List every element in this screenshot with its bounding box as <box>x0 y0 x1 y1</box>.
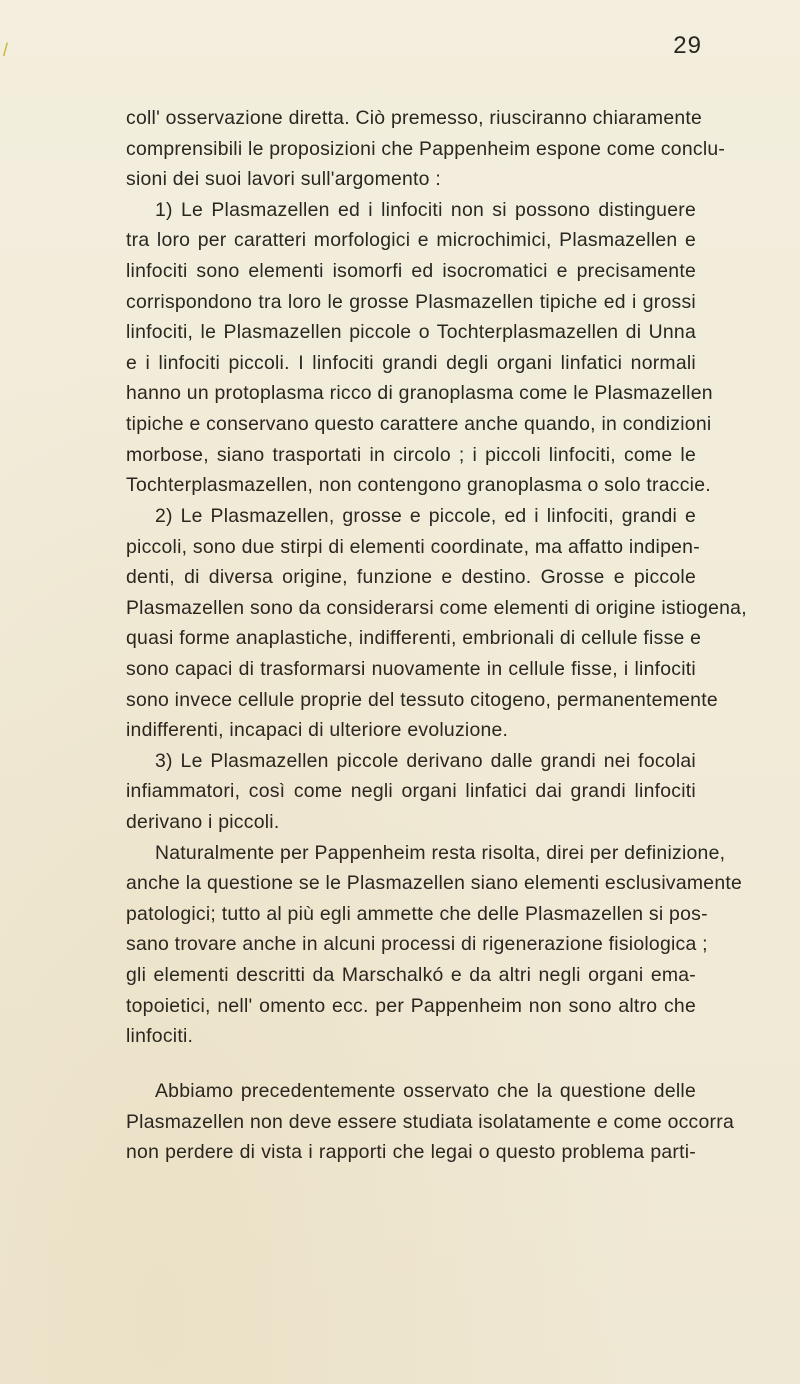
text-line: piccoli, sono due stirpi di elementi coordinate, ma affatto indipen- <box>126 535 700 558</box>
text-line: tra loro per caratteri morfologici e microchimici, Plasmazellen e <box>126 229 696 252</box>
text-line: Abbiamo precedentemente osservato che la questione delle <box>155 1079 696 1102</box>
text-line: Plasmazellen non deve essere studiata isolatamente e come occorra <box>126 1110 734 1133</box>
text-line: non perdere di vista i rapporti che legai o questo problema parti- <box>126 1141 696 1164</box>
text-line: linfociti. <box>126 1025 194 1048</box>
text-line: coll' osservazione diretta. Ciò premesso, riusciranno chiaramente <box>126 107 703 129</box>
text-line: 1) Le Plasmazellen ed i linfociti non si possono distinguere <box>155 198 696 221</box>
corner-mark: / <box>3 40 9 60</box>
text-line: topoietici, nell' omento ecc. per Pappenheim non sono altro che <box>126 994 696 1017</box>
text-line: gli elementi descritti da Marschalkó e da altri negli organi ema- <box>126 964 696 987</box>
text-line: comprensibili le proposizioni che Pappenheim espone come conclu- <box>126 137 726 160</box>
text-line: denti, di diversa origine, funzione e destino. Grosse e piccole <box>126 566 696 589</box>
text-line: patologici; tutto al più egli ammette che delle Plasmazellen si pos- <box>126 902 708 925</box>
text-line: Plasmazellen sono da considerarsi come elementi di origine istiogena, <box>126 596 747 619</box>
text-line: linfociti, le Plasmazellen piccole o Tochterplasmazellen di Unna <box>126 321 696 344</box>
body-text <box>126 103 747 1168</box>
text-line: corrispondono tra loro le grosse Plasmazellen tipiche ed i grossi <box>126 290 696 313</box>
text-line: sono capaci di trasformarsi nuovamente in cellule fisse, i linfociti <box>126 657 696 680</box>
text-line: Tochterplasmazellen, non contengono granoplasma o solo traccie. <box>126 474 711 497</box>
text-line: tipiche e conservano questo carattere anche quando, in condizioni <box>126 413 712 436</box>
text-line: morbose, siano trasportati in circolo ; i piccoli linfociti, come le <box>126 443 696 466</box>
text-line: anche la questione se le Plasmazellen siano elementi esclusivamente <box>126 872 743 895</box>
text-line: Naturalmente per Pappenheim resta risolta, direi per definizione, <box>155 841 726 864</box>
text-line: infiammatori, così come negli organi linfatici dai grandi linfociti <box>126 780 696 803</box>
text-line: 3) Le Plasmazellen piccole derivano dalle grandi nei focolai <box>155 749 696 772</box>
text-line: quasi forme anaplastiche, indifferenti, embrionali di cellule fisse e <box>126 627 702 650</box>
text-line: derivano i piccoli. <box>126 811 280 834</box>
text-line: sono invece cellule proprie del tessuto citogeno, permanentemente <box>126 688 718 711</box>
text-line: linfociti sono elementi isomorfi ed isocromatici e precisamente <box>126 260 696 283</box>
text-line: sano trovare anche in alcuni processi di rigenerazione fisiologica ; <box>126 933 708 956</box>
text-line: indifferenti, incapaci di ulteriore evoluzione. <box>126 719 509 742</box>
text-line: hanno un protoplasma ricco di granoplasma come le Plasmazellen <box>126 382 713 405</box>
paragraph-gap <box>126 1052 696 1076</box>
text-line: 2) Le Plasmazellen, grosse e piccole, ed i linfociti, grandi e <box>155 504 696 527</box>
page-number: 29 <box>673 32 702 59</box>
text-line: sioni dei suoi lavori sull'argomento : <box>126 168 441 191</box>
text-line: e i linfociti piccoli. I linfociti grandi degli organi linfatici normali <box>126 351 696 374</box>
